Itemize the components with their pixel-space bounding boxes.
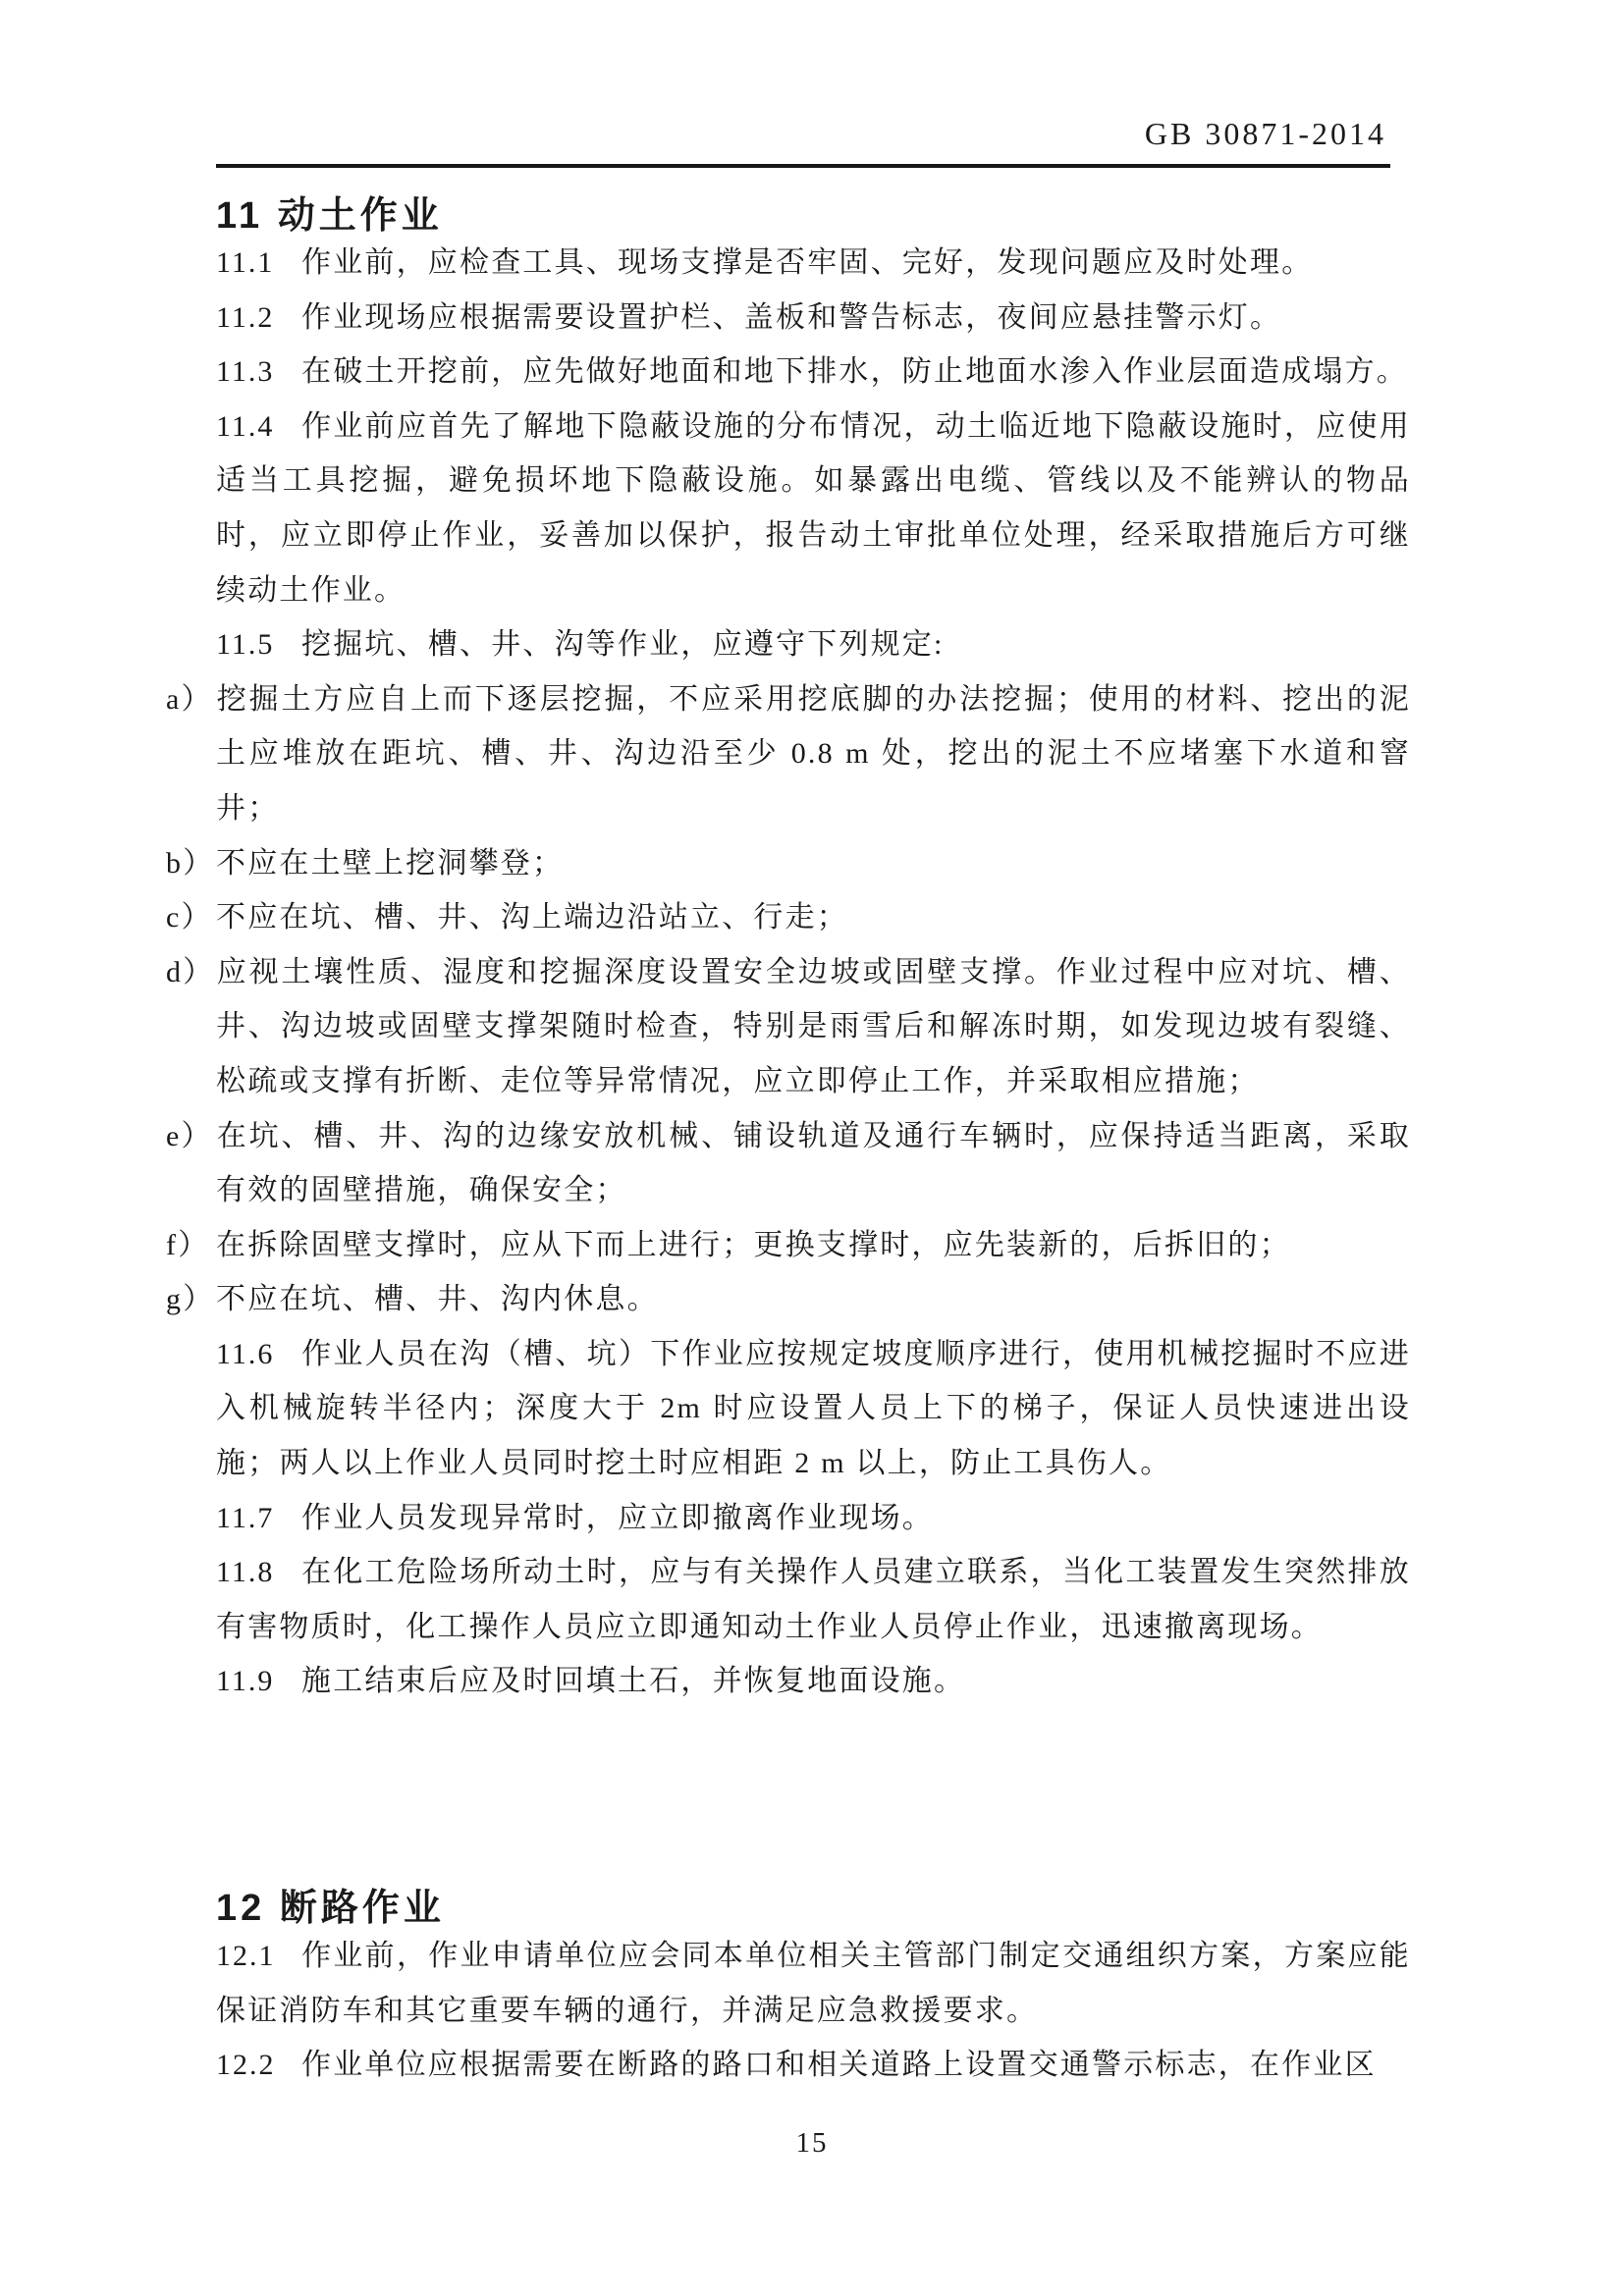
clause-number: 11.7 — [216, 1501, 275, 1534]
list-item-e — [166, 1109, 1411, 1218]
clause-text: 在化工危险场所动土时，应与有关操作人员建立联系，当化工装置发生突然排放有害物质时，化工操作人员应立即通知动土作业人员停止作业，迅速撤离现场。 — [216, 1556, 1411, 1643]
list-item-c — [166, 890, 1411, 945]
item-marker: c） — [166, 901, 213, 934]
list-item-d — [166, 945, 1411, 1109]
clause-text: 作业人员在沟（槽、坑）下作业应按规定坡度顺序进行，使用机械挖掘时不应进入机械旋转半径内；深度大于 2m 时应设置人员上下的梯子，保证人员快速进出设施；两人以上作业人员同时挖土时应相距 2 m 以上，防止工具伤人。 — [216, 1337, 1411, 1480]
clause-number: 11.5 — [216, 628, 275, 662]
item-marker: f） — [166, 1228, 210, 1261]
clause-11-5 — [216, 617, 1411, 672]
item-text: 挖掘土方应自上而下逐层挖掘，不应采用挖底脚的办法挖掘；使用的材料、挖出的泥土应堆放在距坑、槽、井、沟边沿至少 0.8 m 处，挖出的泥土不应堵塞下水道和窨井； — [216, 682, 1411, 825]
clause-11-6 — [216, 1327, 1411, 1491]
clause-number: 12.2 — [216, 2049, 276, 2082]
clause-text: 作业现场应根据需要设置护栏、盖板和警告标志，夜间应悬挂警示灯。 — [301, 300, 1282, 334]
clause-11-8 — [216, 1545, 1411, 1654]
section-11-body — [166, 236, 1411, 1709]
clause-number: 12.1 — [216, 1940, 276, 1972]
list-item-b — [166, 836, 1411, 891]
item-marker: e） — [166, 1119, 213, 1152]
clause-12-1 — [216, 1929, 1411, 2038]
list-item-a — [166, 672, 1411, 836]
list-item-g — [166, 1272, 1411, 1327]
clause-text: 在破土开挖前，应先做好地面和地下排水，防止地面水渗入作业层面造成塌方。 — [301, 355, 1408, 389]
clause-text: 作业单位应根据需要在断路的路口和相关道路上设置交通警示标志，在作业区 — [301, 2049, 1377, 2082]
clause-text: 作业前，作业申请单位应会同本单位相关主管部门制定交通组织方案，方案应能保证消防车和其它重要车辆的通行，并满足应急救援要求。 — [216, 1940, 1411, 2027]
clause-11-1 — [216, 236, 1411, 291]
item-text: 不应在土壁上挖洞攀登； — [216, 846, 565, 880]
clause-12-2 — [216, 2038, 1411, 2093]
item-marker: a） — [166, 682, 213, 716]
clause-text: 作业前应首先了解地下隐蔽设施的分布情况，动土临近地下隐蔽设施时，应使用适当工具挖掘，避免损坏地下隐蔽设施。如暴露出电缆、管线以及不能辨认的物品时，应立即停止作业，妥善加以保护，报告动土审批单位处理，经采取措施后方可继续动土作业。 — [216, 409, 1411, 607]
item-marker: d） — [166, 955, 215, 988]
clause-11-3 — [216, 345, 1411, 400]
clause-number: 11.4 — [216, 409, 275, 443]
clause-number: 11.8 — [216, 1556, 275, 1589]
item-text: 在坑、槽、井、沟的边缘安放机械、铺设轨道及通行车辆时，应保持适当距离，采取有效的固壁措施，确保安全； — [216, 1119, 1411, 1207]
clause-11-9 — [216, 1654, 1411, 1709]
list-item-f — [166, 1218, 1411, 1273]
clause-text: 施工结束后应及时回填土石，并恢复地面设施。 — [301, 1665, 966, 1698]
clause-11-2 — [216, 291, 1411, 346]
clause-text: 作业人员发现异常时，应立即撤离作业现场。 — [301, 1501, 934, 1534]
clause-11-4 — [216, 400, 1411, 617]
item-text: 不应在坑、槽、井、沟内休息。 — [216, 1283, 659, 1316]
standard-code-header: GB 30871-2014 — [1144, 116, 1386, 151]
page-number: 15 — [795, 2127, 829, 2159]
section-11-heading: 11 动土作业 — [216, 195, 443, 237]
item-text: 在拆除固壁支撑时，应从下而上进行；更换支撑时，应先装新的，后拆旧的； — [216, 1228, 1291, 1261]
section-12-heading: 12 断路作业 — [216, 1888, 445, 1929]
item-text: 应视土壤性质、湿度和挖掘深度设置安全边坡或固壁支撑。作业过程中应对坑、槽、井、沟边坡或固壁支撑架随时检查，特别是雨雪后和解冻时期，如发现边坡有裂缝、松疏或支撑有折断、走位等异常情况，应立即停止工作，并采取相应措施； — [216, 955, 1411, 1097]
clause-number: 11.3 — [216, 355, 275, 389]
item-marker: g） — [166, 1283, 215, 1316]
item-marker: b） — [166, 846, 215, 880]
clause-number: 11.9 — [216, 1665, 275, 1698]
clause-number: 11.1 — [216, 246, 275, 279]
clause-11-7 — [216, 1491, 1411, 1546]
clause-text: 作业前，应检查工具、现场支撑是否牢固、完好，发现问题应及时处理。 — [301, 246, 1314, 279]
item-text: 不应在坑、槽、井、沟上端边沿站立、行走； — [216, 901, 848, 934]
section-12-body — [216, 1929, 1411, 2093]
header-rule — [216, 164, 1390, 168]
clause-text: 挖掘坑、槽、井、沟等作业，应遵守下列规定: — [301, 628, 945, 662]
clause-number: 11.6 — [216, 1337, 275, 1370]
clause-number: 11.2 — [216, 300, 275, 334]
